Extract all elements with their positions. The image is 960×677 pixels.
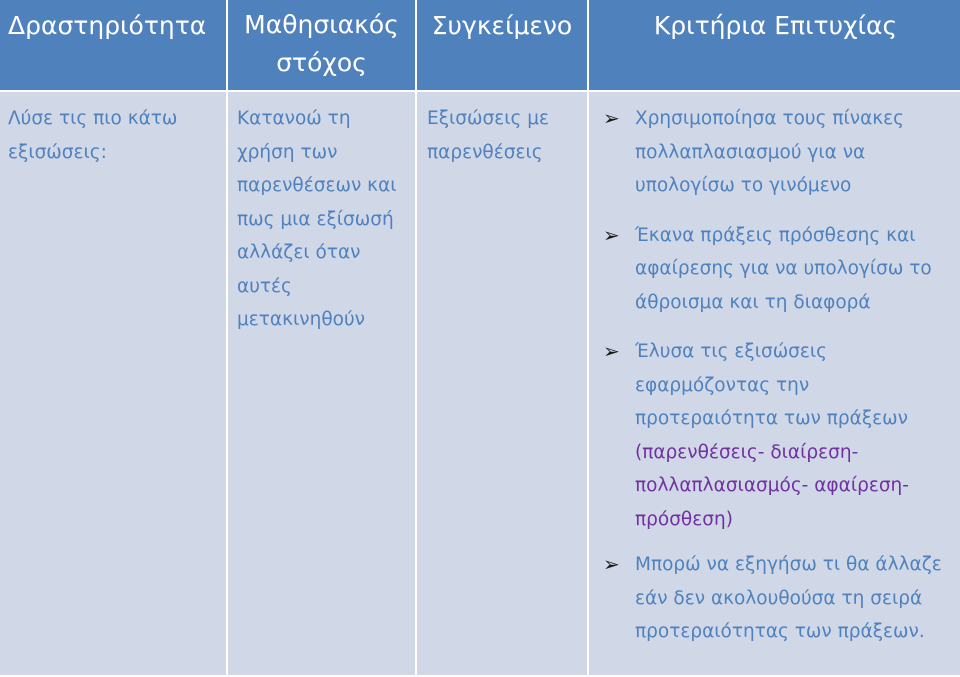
activity-text: Λύσε τις πιο κάτω εξισώσεις: xyxy=(8,108,178,163)
criterion-text xyxy=(635,335,956,536)
header-context xyxy=(417,0,587,90)
criterion-text: Χρησιμοποίησα τους πίνακες πολλαπλασιασμού για να υπολογίσω το γινόμενο xyxy=(635,108,905,196)
arrowhead-bullet-icon: ➢ xyxy=(603,552,620,576)
criterion-item xyxy=(603,335,956,536)
header-goal-label: Μαθησιακός στόχος xyxy=(244,10,399,77)
header-learning-goal xyxy=(228,0,415,90)
criterion-main-text: Έλυσα τις εξισώσεις εφαρμόζοντας την προτεραιότητα των πράξεων xyxy=(635,341,908,429)
cell-activity xyxy=(0,92,226,675)
criterion-item xyxy=(603,102,956,203)
arrowhead-bullet-icon: ➢ xyxy=(603,222,620,247)
goal-text: Κατανοώ τη χρήση των παρενθέσεων και πως μια εξίσωσή αλλάζει όταν αυτές μετακινηθούν xyxy=(237,108,397,330)
context-text: Εξισώσεις με παρενθέσεις xyxy=(427,108,549,163)
criterion-item xyxy=(603,548,956,649)
header-success-criteria xyxy=(589,0,960,90)
header-activity xyxy=(0,0,226,90)
header-criteria-label: Κριτήρια Επιτυχίας xyxy=(653,11,898,40)
header-context-label: Συγκείμενο xyxy=(431,11,573,40)
arrowhead-bullet-icon: ➢ xyxy=(603,106,620,130)
criterion-text: Μπορώ να εξηγήσω τι θα άλλαζε εάν δεν ακολουθούσα τη σειρά προτεραιότητας των πράξεων. xyxy=(635,554,942,642)
header-activity-label: Δραστηριότητα xyxy=(8,11,207,40)
cell-success-criteria xyxy=(589,92,960,675)
cell-learning-goal xyxy=(228,92,415,675)
cell-context xyxy=(417,92,587,675)
criterion-text: Έκανα πράξεις πρόσθεσης και αφαίρεσης για να υπολογίσω το άθροισμα και τη διαφορά xyxy=(635,224,932,313)
criterion-item xyxy=(603,219,956,320)
arrowhead-bullet-icon: ➢ xyxy=(603,339,620,363)
operation-order-text: (παρενθέσεις- διαίρεση- πολλαπλασιασμός- αφαίρεση- πρόσθεση) xyxy=(635,441,909,530)
